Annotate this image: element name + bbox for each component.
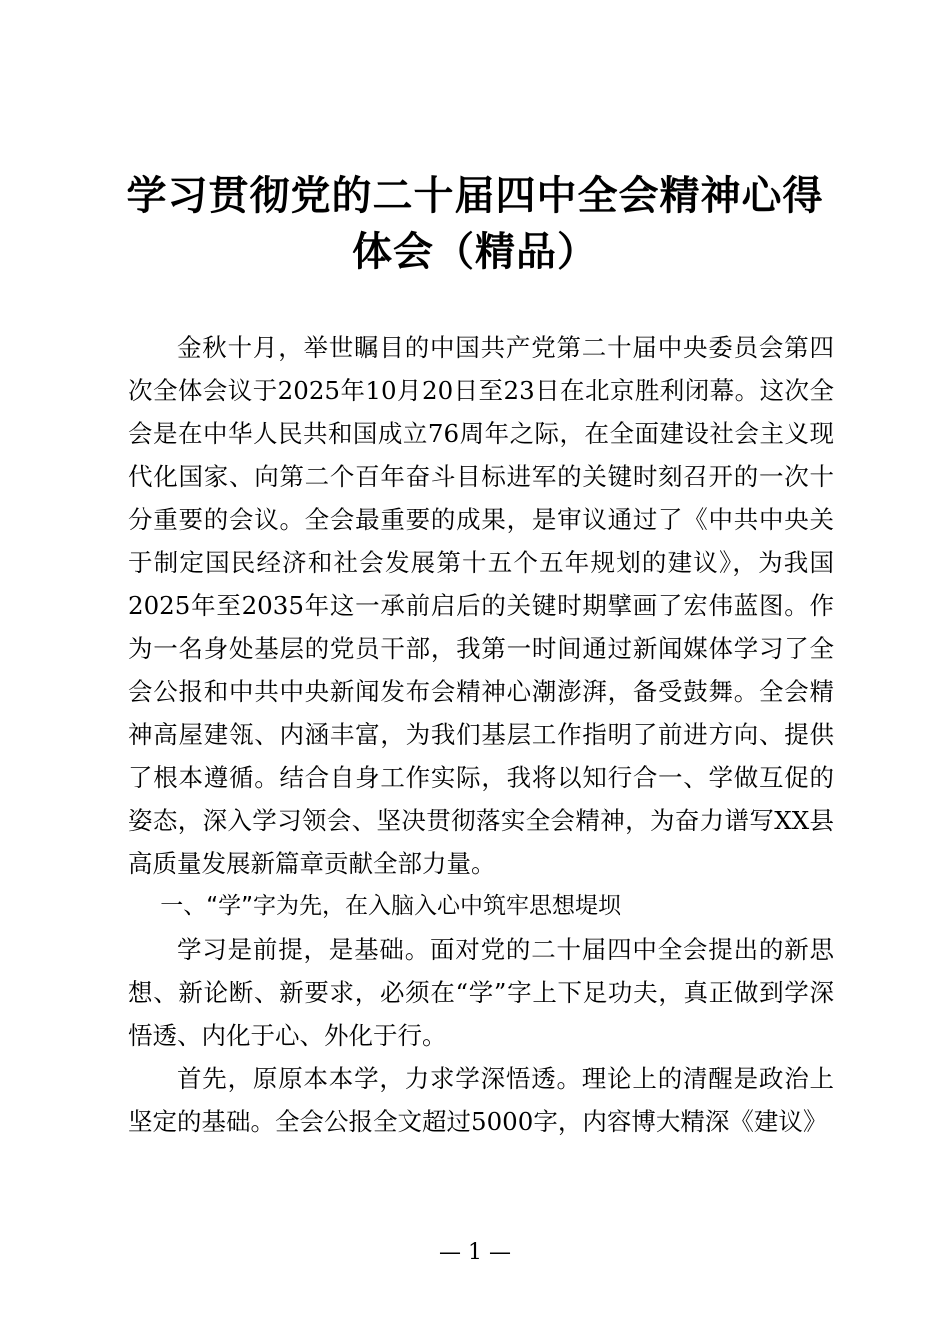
document-title (120, 168, 830, 280)
title-line-1: 学习贯彻党的二十届四中全会精神心得 (126, 173, 824, 219)
section-1-paragraph-2: 首先，原原本本学，力求学深悟透。理论上的清醒是政治上坚定的基础。全会公报全文超过5000字，内容博大精深《建议》 (128, 1064, 834, 1136)
section-1-paragraph-1: 学习是前提，是基础。面对党的二十届四中全会提出的新思想、新论断、新要求，必须在“学”字上下足功夫，真正做到学深悟透、内化于心、外化于行。 (128, 935, 834, 1050)
section-1-heading: 一、“学”字为先，在入脑入心中筑牢思想堤坝 (160, 893, 622, 919)
page-number: — 1 — (439, 1240, 511, 1265)
title-line-2: 体会（精品） (352, 229, 598, 275)
intro-paragraph: 金秋十月，举世瞩目的中国共产党第二十届中央委员会第四次全体会议于2025年10月20日至23日在北京胜利闭幕。这次全会是在中华人民共和国成立76周年之际，在全面建设社会主义现代化国家、向第二个百年奋斗目标进军的关键时刻召开的一次十分重要的会议。全会最重要的成果，是审议通过了《中共中央关于制定国民经济和社会发展第十五个五年规划的建议》，为我国2025年至2035年这一承前启后的关键时期擘画了宏伟蓝图。作为一名身处基层的党员干部，我第一时间通过新闻媒体学习了全会公报和中共中央新闻发布会精神心潮澎湃，备受鼓舞。全会精神高屋建瓴、内涵丰富，为我们基层工作指明了前进方向、提供了根本遵循。结合自身工作实际，我将以知行合一、学做互促的姿态，深入学习领会、坚决贯彻落实全会精神，为奋力谱写XX县高质量发展新篇章贡献全部力量。 (128, 333, 834, 878)
document-body (128, 326, 834, 1143)
